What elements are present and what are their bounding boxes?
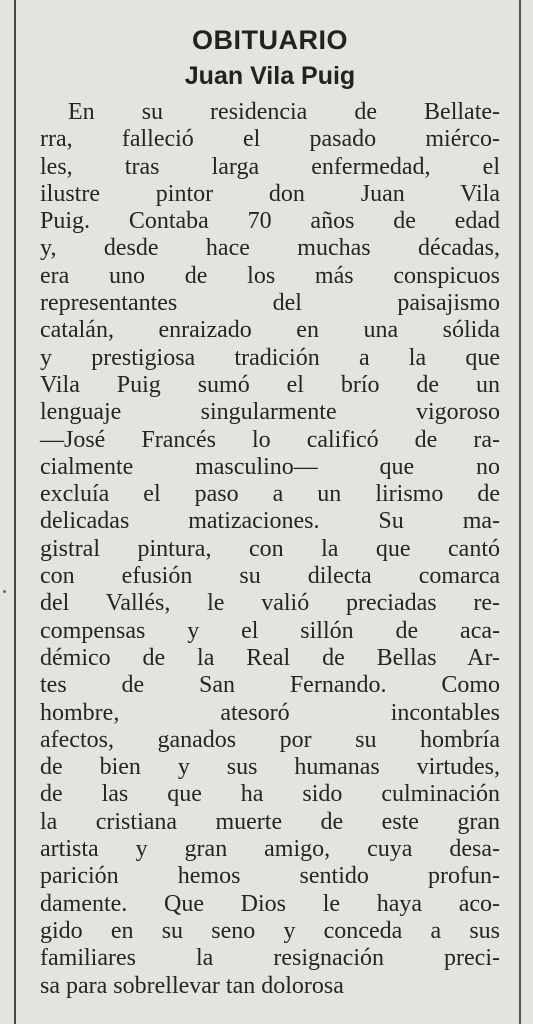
text-line: parición hemos sentido profun- <box>40 863 500 890</box>
text-line: y, desde hace muchas décadas, <box>40 235 500 262</box>
text-line: tes de San Fernando. Como <box>40 672 500 699</box>
text-line: catalán, enraizado en una sólida <box>40 317 500 344</box>
text-line: artista y gran amigo, cuya desa- <box>40 836 500 863</box>
text-line: afectos, ganados por su hombría <box>40 726 500 753</box>
text-line: damente. Que Dios le haya aco- <box>40 890 500 917</box>
text-line: Vila Puig sumó el brío de un <box>40 371 500 398</box>
text-line: familiares la resignación preci- <box>40 945 500 972</box>
text-line: de las que ha sido culminación <box>40 781 500 808</box>
section-title: OBITUARIO <box>192 25 348 55</box>
text-line: hombre, atesoró incontables <box>40 699 500 726</box>
text-line: cialmente masculino— que no <box>40 453 500 480</box>
text-line: representantes del paisajismo <box>40 290 500 317</box>
text-line: y prestigiosa tradición a la que <box>40 344 500 371</box>
text-line: de bien y sus humanas virtudes, <box>40 754 500 781</box>
text-line: les, tras larga enfermedad, el <box>40 153 500 180</box>
text-line: —José Francés lo calificó de ra- <box>40 426 500 453</box>
text-line: rra, falleció el pasado miérco- <box>40 126 500 153</box>
text-line: gistral pintura, con la que cantó <box>40 535 500 562</box>
text-line: démico de la Real de Bellas Ar- <box>40 644 500 671</box>
obituary-body <box>40 99 500 1000</box>
text-line: delicadas matizaciones. Su ma- <box>40 508 500 535</box>
text-line: del Vallés, le valió preciadas re- <box>40 590 500 617</box>
column-rule-right <box>519 0 521 1024</box>
deceased-name: Juan Vila Puig <box>184 62 356 90</box>
text-line: gido en su seno y conceda a sus <box>40 917 500 944</box>
text-line: era uno de los más conspicuos <box>40 262 500 289</box>
text-line: Puig. Contaba 70 años de edad <box>40 208 500 235</box>
text-line: sa para sobrellevar tan dolorosa <box>40 972 344 999</box>
margin-speck <box>3 590 6 593</box>
text-line: En su residencia de Bellate- <box>68 99 500 125</box>
column-rule-left <box>14 0 16 1024</box>
text-line: compensas y el sillón de aca- <box>40 617 500 644</box>
text-line: ilustre pintor don Juan Vila <box>40 180 500 207</box>
text-line: la cristiana muerte de este gran <box>40 808 500 835</box>
obituary-column <box>40 22 500 1000</box>
text-line: lenguaje singularmente vigoroso <box>40 399 500 426</box>
text-line: excluía el paso a un lirismo de <box>40 481 500 508</box>
text-line: con efusión su dilecta comarca <box>40 563 500 590</box>
